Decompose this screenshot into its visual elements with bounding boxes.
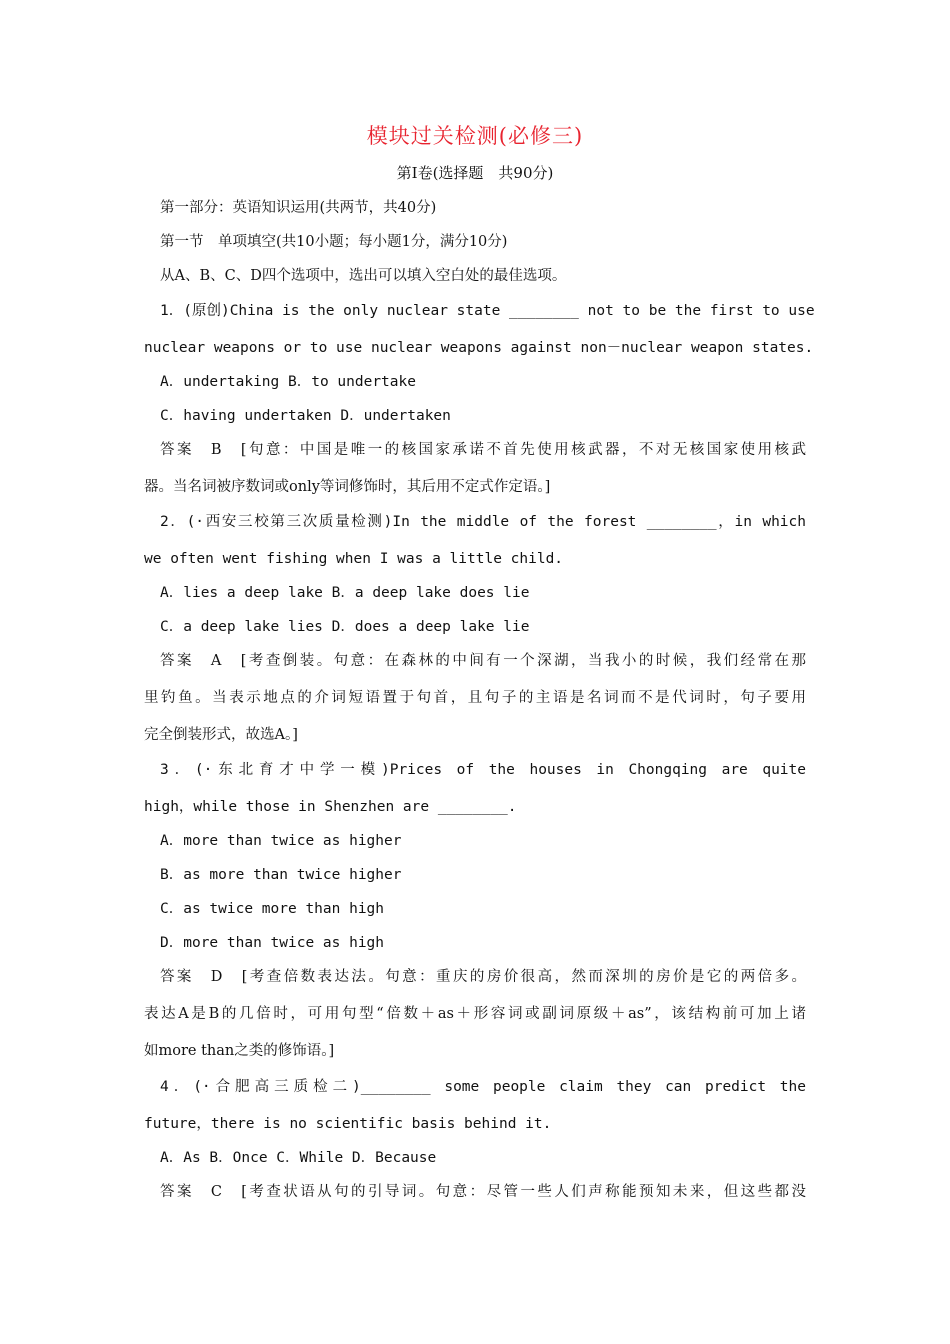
section-heading: 第Ⅰ卷(选择题 共90分)	[396, 164, 554, 182]
question-3-answer: 答案 D [考查倍数表达法。句意：重庆的房价很高，然而深圳的房价是它的两倍多。	[160, 969, 806, 985]
question-1-stem-cont: nuclear weapons or to use nuclear weapons against non－nuclear weapon states.	[144, 340, 814, 356]
question-2-stem: 2．(·西安三校第三次质量检测)In the middle of the forest ________，in which	[160, 514, 806, 530]
question-1-stem: 1．(原创)China is the only nuclear state ________ not to be the first to use	[160, 303, 815, 319]
question-3-answer-cont: 表达A是B的几倍时，可用句型“倍数＋as＋形容词或副词原级＋as”，该结构前可加上诸	[144, 1006, 806, 1022]
question-4-answer: 答案 C [考查状语从句的引导词。句意：尽管一些人们声称能预知未来，但这些都没	[160, 1184, 806, 1200]
question-2-stem-cont: we often went fishing when I was a little child.	[144, 551, 564, 567]
question-1-answer: 答案 B [句意：中国是唯一的核国家承诺不首先使用核武器，不对无核国家使用核武	[160, 442, 806, 458]
section-instruction: 第一节 单项填空(共10小题；每小题1分，满分10分)	[160, 234, 508, 250]
question-3-option-c: C．as twice more than high	[160, 901, 385, 917]
question-4-options: A．As B．Once C．While D．Because	[160, 1150, 437, 1166]
question-3-option-d: D．more than twice as high	[160, 935, 385, 951]
question-2-options-ab: A．lies a deep lake B．a deep lake does lie	[160, 585, 530, 601]
question-2-options-cd: C．a deep lake lies D．does a deep lake lie	[160, 619, 530, 635]
question-4-stem-cont: future，there is no scientific basis behind it.	[144, 1116, 552, 1132]
question-1-options-cd: C．having undertaken D．undertaken	[160, 408, 451, 424]
page-title: 模块过关检测(必修三)	[366, 124, 584, 148]
question-3-option-b: B．as more than twice higher	[160, 867, 402, 883]
question-1-answer-cont: 器。当名词被序数词或only等词修饰时，其后用不定式作定语。]	[144, 479, 551, 495]
part-heading: 第一部分：英语知识运用(共两节，共40分)	[160, 200, 437, 216]
question-3-option-a: A．more than twice as higher	[160, 833, 402, 849]
question-4-stem: 4．(·合肥高三质检二)________ some people claim they can predict the	[160, 1079, 806, 1095]
question-3-answer-cont: 如more than之类的修饰语。]	[144, 1043, 335, 1059]
question-2-answer-cont: 里钓鱼。当表示地点的介词短语置于句首，且句子的主语是名词而不是代词时，句子要用	[144, 690, 806, 706]
directions: 从A、B、C、D四个选项中，选出可以填入空白处的最佳选项。	[160, 268, 567, 284]
question-3-stem: 3．(·东北育才中学一模)Prices of the houses in Chongqing are quite	[160, 762, 806, 778]
question-1-options-ab: A．undertaking B．to undertake	[160, 374, 416, 390]
question-2-answer: 答案 A [考查倒装。句意：在森林的中间有一个深湖，当我小的时候，我们经常在那	[160, 653, 806, 669]
question-3-stem-cont: high，while those in Shenzhen are ________.	[144, 799, 517, 815]
question-2-answer-cont: 完全倒装形式，故选A。]	[144, 727, 298, 743]
